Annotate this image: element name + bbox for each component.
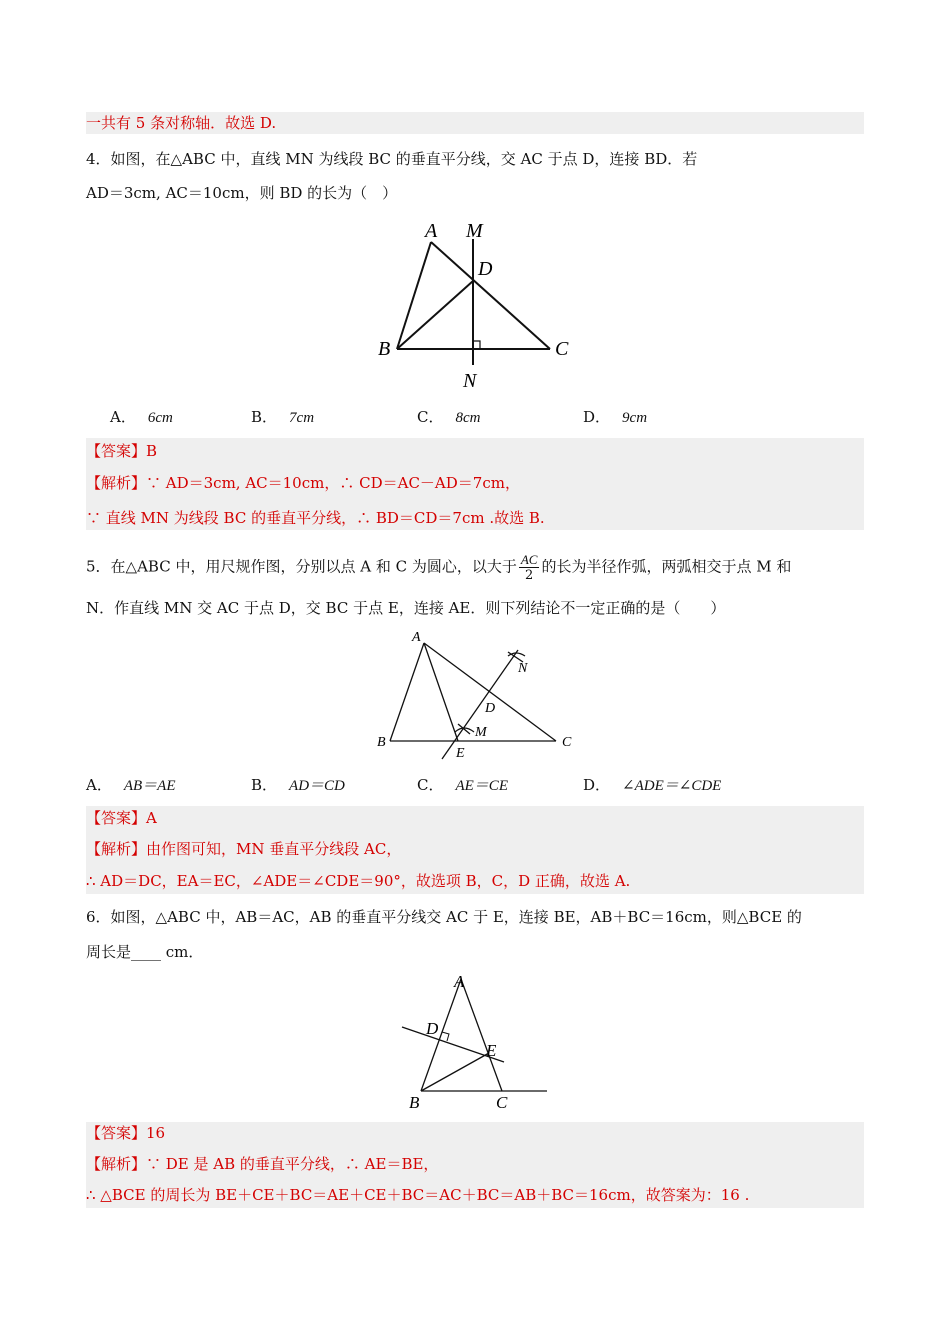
q6-label-E: E bbox=[486, 1041, 497, 1060]
q6-answer: 【答案】16 bbox=[86, 1124, 166, 1142]
q6-label-B: B bbox=[409, 1093, 420, 1112]
q5-stem-line1 bbox=[86, 552, 791, 583]
q5-stem-line1-post: 的长为半径作弧，两弧相交于点 M 和 bbox=[541, 557, 792, 576]
q6-stem-line1: 6．如图，△ABC 中，AB＝AC，AB 的垂直平分线交 AC 于 E，连接 BE，AB＋BC＝16cm，则△BCE 的 bbox=[86, 908, 802, 926]
q6-figure bbox=[392, 968, 562, 1114]
q4-label-N: N bbox=[463, 370, 477, 392]
q4-analysis-line2: ∵ 直线 MN 为线段 BC 的垂直平分线，∴ BD＝CD＝7cm .故选 B. bbox=[86, 509, 545, 527]
q5-option-c[interactable]: C． AE＝CE bbox=[417, 776, 508, 794]
q4-option-c[interactable]: C． 8cm bbox=[417, 408, 481, 426]
q4-label-A: A bbox=[425, 220, 438, 242]
q4-label-M: M bbox=[466, 220, 483, 242]
q4-figure bbox=[370, 215, 590, 395]
q5-figure bbox=[370, 626, 590, 766]
q5-analysis-line1: 【解析】由作图可知，MN 垂直平分线段 AC， bbox=[86, 840, 402, 858]
q5-label-C: C bbox=[562, 735, 572, 750]
q5-analysis-line2: ∴ AD＝DC，EA＝EC，∠ADE＝∠CDE＝90°，故选项 B，C，D 正确，故选 A. bbox=[86, 872, 631, 890]
q4-option-d[interactable]: D． 9cm bbox=[583, 408, 648, 426]
q6-analysis-line1: 【解析】∵ DE 是 AB 的垂直平分线，∴ AE＝BE， bbox=[86, 1155, 439, 1173]
q4-label-D: D bbox=[478, 258, 493, 280]
previous-answer-tail: 一共有 5 条对称轴．故选 D. bbox=[86, 114, 277, 132]
q5-label-A: A bbox=[412, 630, 421, 645]
q4-option-b[interactable]: B． 7cm bbox=[251, 408, 315, 426]
q5-label-B: B bbox=[377, 735, 386, 750]
q5-label-E: E bbox=[456, 746, 465, 761]
q5-option-d[interactable]: D． ∠ADE＝∠CDE bbox=[583, 776, 722, 794]
q6-label-A: A bbox=[454, 972, 465, 991]
q4-stem-line2: AD＝3cm, AC＝10cm，则 BD 的长为（ ） bbox=[86, 184, 398, 202]
q6-analysis-line2: ∴ △BCE 的周长为 BE＋CE＋BC＝AE＋CE＋BC＝AC＋BC＝AB＋BC＝16cm，故答案为：16 . bbox=[86, 1186, 750, 1204]
q6-label-C: C bbox=[496, 1093, 508, 1112]
q5-answer: 【答案】A bbox=[86, 809, 157, 827]
q5-label-D: D bbox=[485, 701, 496, 716]
q4-stem-line1: 4．如图，在△ABC 中，直线 MN 为线段 BC 的垂直平分线，交 AC 于点 D，连接 BD．若 bbox=[86, 150, 698, 168]
q5-label-M: M bbox=[475, 725, 487, 740]
q6-stem-line2: 周长是____ cm． bbox=[86, 943, 204, 961]
q4-label-C: C bbox=[555, 338, 569, 360]
q5-label-N: N bbox=[518, 661, 528, 676]
q4-analysis-line1: 【解析】∵ AD＝3cm, AC＝10cm，∴ CD＝AC－AD＝7cm， bbox=[86, 474, 520, 492]
q4-label-B: B bbox=[378, 338, 391, 360]
q5-stem-line1-pre: 5．在△ABC 中，用尺规作图，分别以点 A 和 C 为圆心，以大于 bbox=[86, 557, 517, 576]
q4-answer: 【答案】B bbox=[86, 442, 158, 460]
q5-fraction: $\frac{AC}{2}$ bbox=[520, 552, 538, 583]
q4-option-a[interactable]: A． 6cm bbox=[110, 408, 173, 426]
q5-option-a[interactable]: A． AB＝AE bbox=[86, 776, 176, 794]
q5-option-b[interactable]: B． AD＝CD bbox=[251, 776, 345, 794]
q5-stem-line2: N．作直线 MN 交 AC 于点 D，交 BC 于点 E，连接 AE．则下列结论不一定正确的是（ ） bbox=[86, 599, 726, 617]
q6-label-D: D bbox=[426, 1019, 439, 1038]
